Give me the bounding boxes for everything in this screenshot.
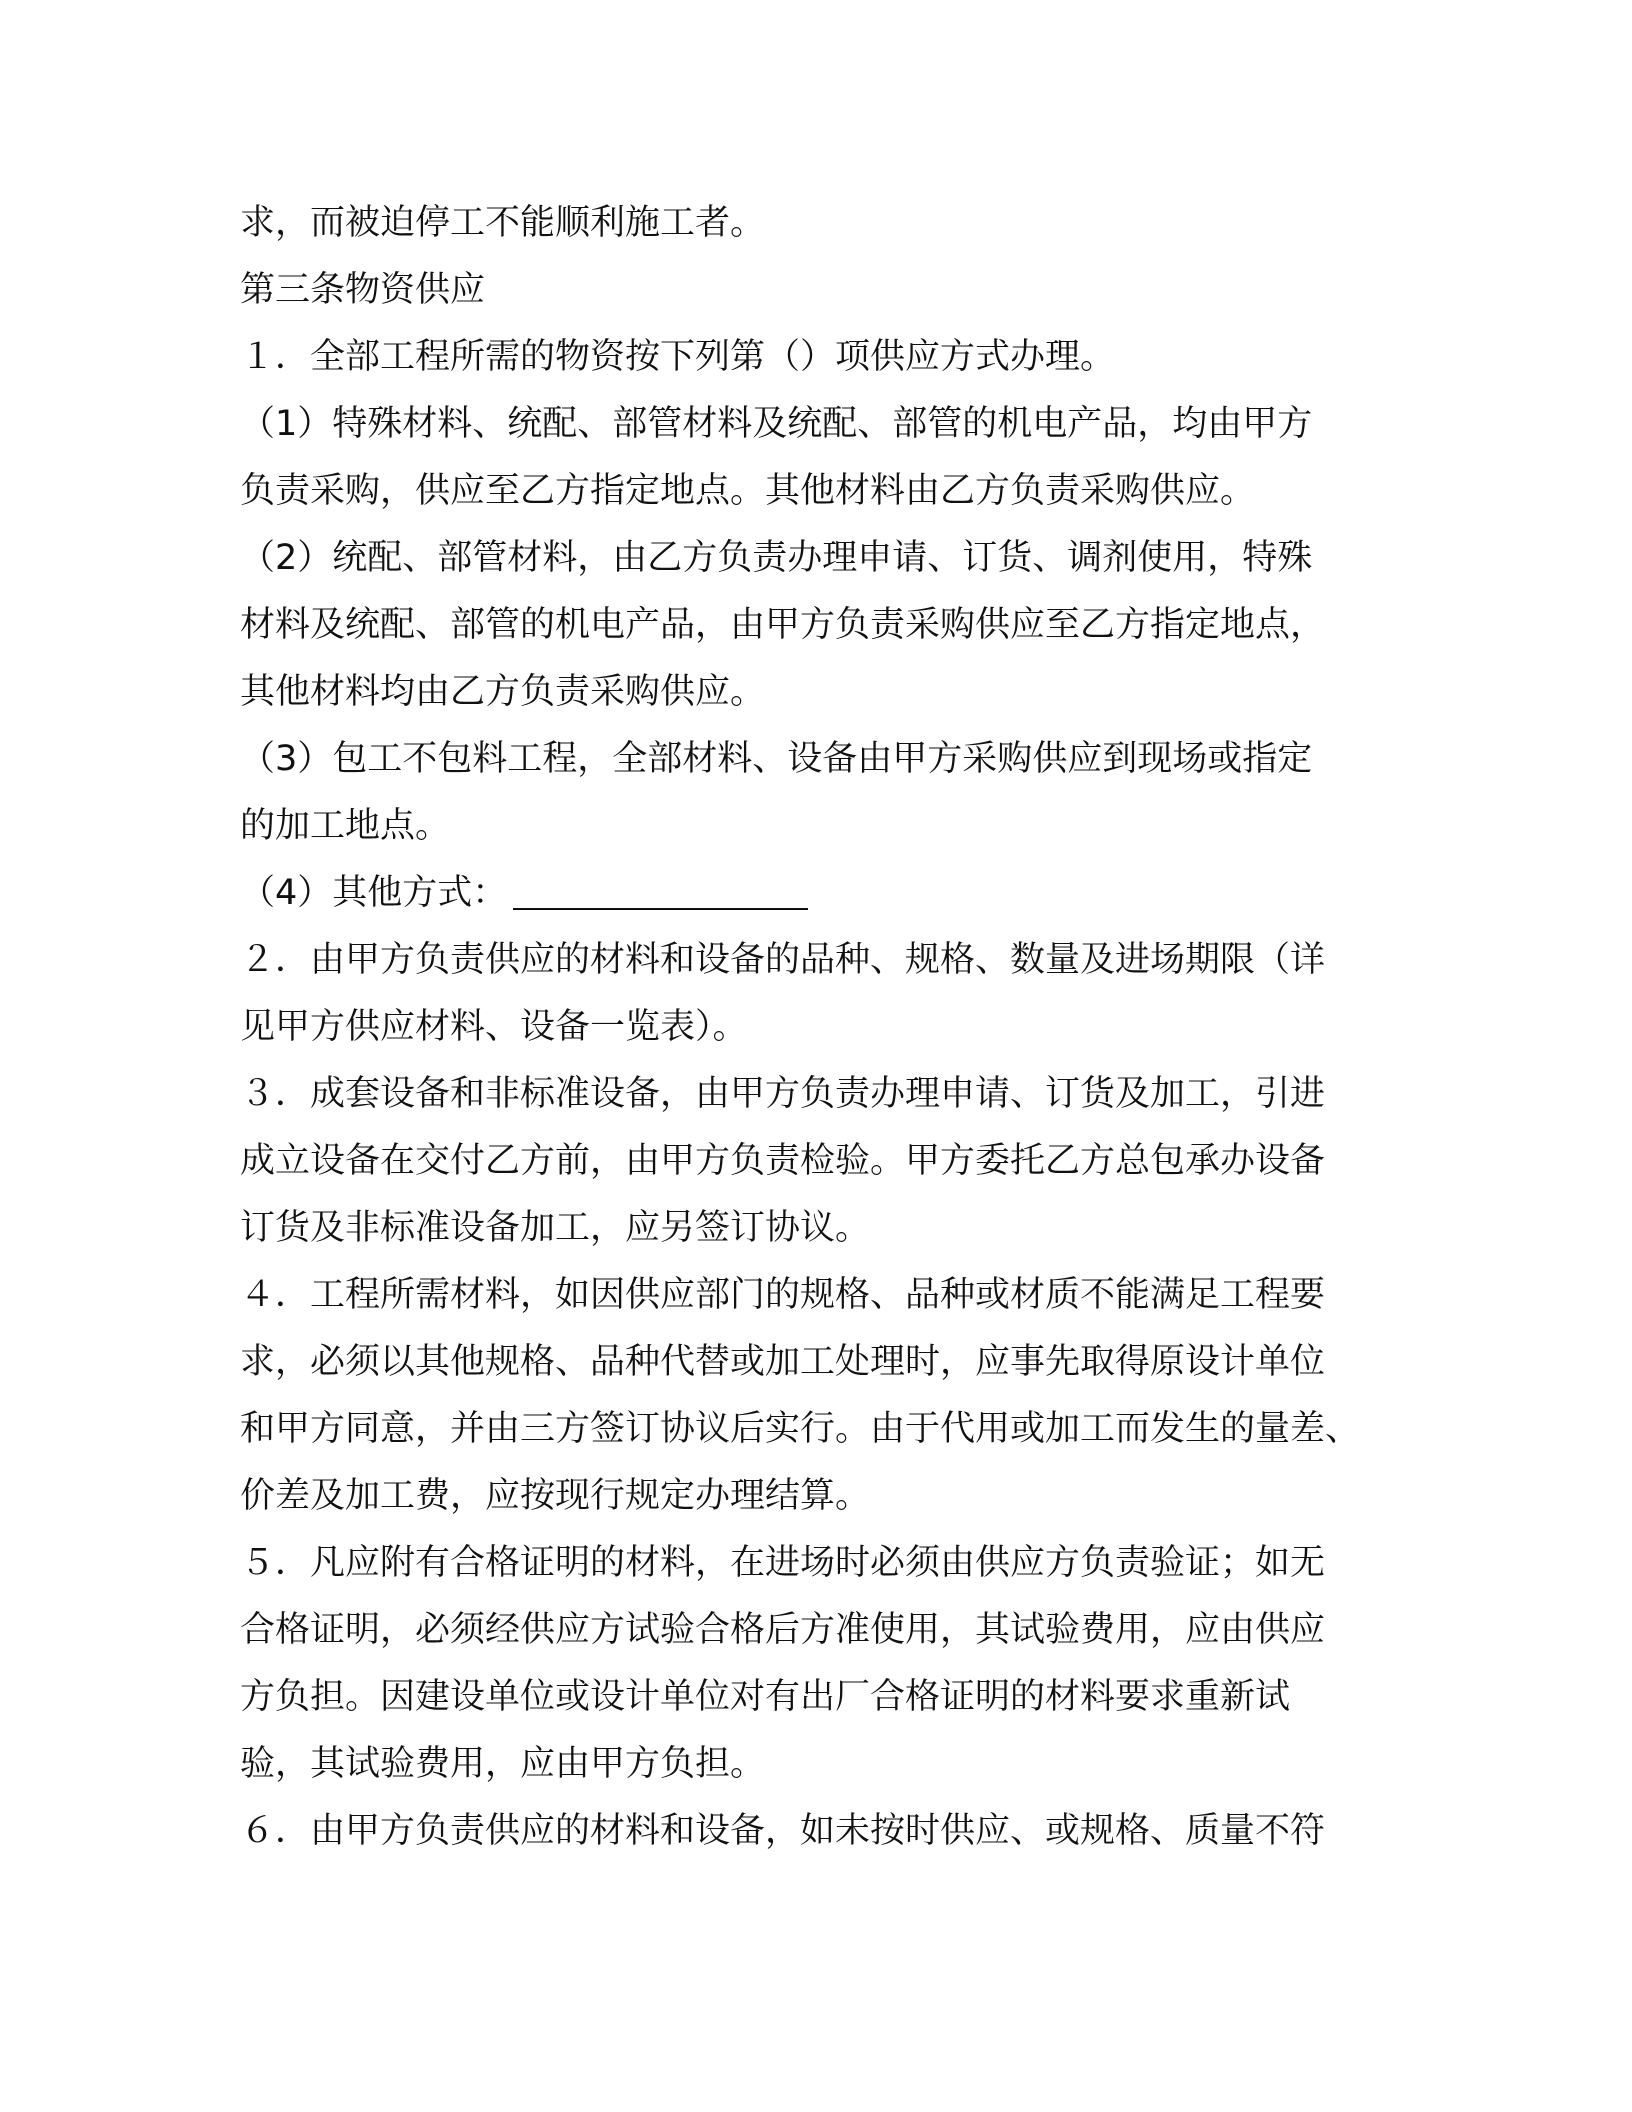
text-line: ２．由甲方负责供应的材料和设备的品种、规格、数量及进场期限（详 <box>240 940 1326 980</box>
text-line: 方负担。因建设单位或设计单位对有出厂合格证明的材料要求重新试 <box>240 1677 1291 1717</box>
text-line: ３．成套设备和非标准设备，由甲方负责办理申请、订货及加工，引进 <box>240 1074 1326 1114</box>
text-line: （2）统配、部管材料，由乙方负责办理申请、订货、调剂使用，特殊 <box>240 538 1313 578</box>
text-line: 验，其试验费用，应由甲方负担。 <box>240 1744 766 1784</box>
other-method-label: （4）其他方式： <box>240 873 508 913</box>
fill-in-blank <box>513 868 808 910</box>
text-line: （3）包工不包料工程，全部材料、设备由甲方采购供应到现场或指定 <box>240 739 1313 779</box>
section-heading: 第三条物资供应 <box>240 270 486 310</box>
text-line: 见甲方供应材料、设备一览表）。 <box>240 1007 748 1047</box>
text-line: 成立设备在交付乙方前，由甲方负责检验。甲方委托乙方总包承办设备 <box>240 1141 1326 1181</box>
text-line: 价差及加工费，应按现行规定办理结算。 <box>240 1476 871 1516</box>
text-line: 的加工地点。 <box>240 806 451 846</box>
text-line: 订货及非标准设备加工，应另签订协议。 <box>240 1208 871 1248</box>
document-body <box>240 190 1400 1865</box>
text-line: （1）特殊材料、统配、部管材料及统配、部管的机电产品，均由甲方 <box>240 404 1313 444</box>
text-line: 和甲方同意，并由三方签订协议后实行。由于代用或加工而发生的量差、 <box>240 1409 1361 1449</box>
text-line: 其他材料均由乙方负责采购供应。 <box>240 672 766 712</box>
text-line: １．全部工程所需的物资按下列第（）项供应方式办理。 <box>240 337 1116 377</box>
text-line: ６．由甲方负责供应的材料和设备，如未按时供应、或规格、质量不符 <box>240 1811 1326 1851</box>
text-line: 合格证明，必须经供应方试验合格后方准使用，其试验费用，应由供应 <box>240 1610 1326 1650</box>
text-line: ５．凡应附有合格证明的材料，在进场时必须由供应方负责验证；如无 <box>240 1543 1326 1583</box>
text-line: ４．工程所需材料，如因供应部门的规格、品种或材质不能满足工程要 <box>240 1275 1326 1315</box>
text-line: 求，必须以其他规格、品种代替或加工处理时，应事先取得原设计单位 <box>240 1342 1326 1382</box>
other-method-line <box>240 860 1400 927</box>
text-line: 求，而被迫停工不能顺利施工者。 <box>240 203 766 243</box>
text-line: 材料及统配、部管的机电产品，由甲方负责采购供应至乙方指定地点， <box>240 605 1326 645</box>
text-line: 负责采购，供应至乙方指定地点。其他材料由乙方负责采购供应。 <box>240 471 1256 511</box>
